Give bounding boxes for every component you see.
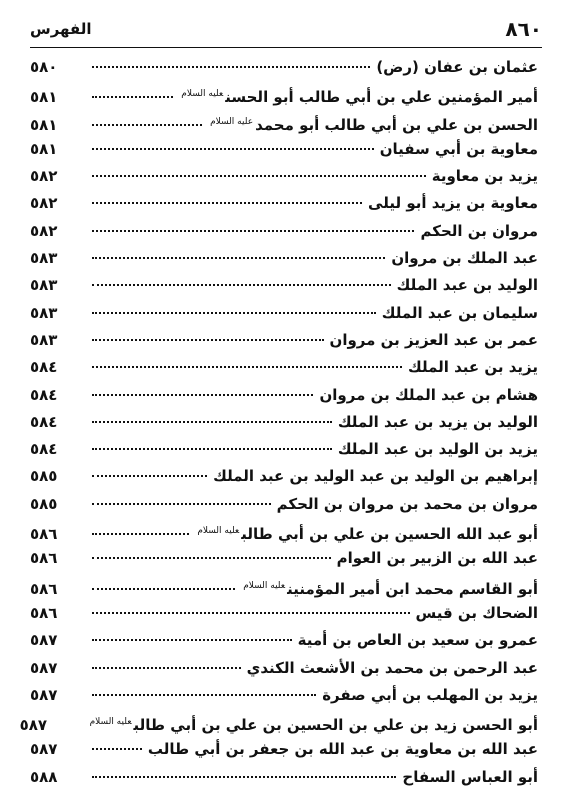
entry-name-text: الوليد بن عبد الملك bbox=[396, 276, 538, 295]
entry-name bbox=[337, 545, 538, 572]
entry-page-number: ٥٨٢ bbox=[30, 221, 58, 240]
dot-leader bbox=[92, 366, 402, 368]
entry-name bbox=[208, 109, 538, 139]
entry-name bbox=[368, 190, 538, 217]
honorific-glyph: عليه السلام bbox=[181, 89, 224, 100]
index-entry bbox=[30, 655, 538, 682]
entry-name-text: أمير المؤمنين علي بن أبي طالب أبو الحسن bbox=[225, 88, 538, 107]
index-entry bbox=[30, 81, 538, 108]
entry-name bbox=[330, 327, 538, 354]
entry-page-number: ٥٨٤ bbox=[30, 385, 58, 404]
index-entry bbox=[30, 409, 538, 436]
dot-leader bbox=[92, 148, 374, 150]
entry-page-number: ٥٨٤ bbox=[30, 412, 58, 431]
entry-page-number: ٥٨٦ bbox=[30, 549, 58, 568]
entry-page-number: ٥٨٧ bbox=[30, 631, 58, 650]
entry-name bbox=[420, 218, 538, 245]
index-entry bbox=[30, 327, 538, 354]
entry-page-number: ٥٨٢ bbox=[30, 167, 58, 186]
page-number: ٨٦٠ bbox=[505, 17, 542, 41]
dot-leader bbox=[92, 284, 391, 286]
index-entry bbox=[30, 272, 538, 299]
index-entry bbox=[19, 709, 538, 736]
entry-page-number: ٥٨٣ bbox=[30, 303, 58, 322]
entry-page-number: ٥٨٥ bbox=[30, 467, 58, 486]
dot-leader bbox=[92, 503, 271, 505]
entry-name bbox=[247, 655, 538, 682]
dot-leader bbox=[92, 475, 207, 477]
entry-page-number: ٥٨١ bbox=[30, 115, 58, 134]
entry-page-number: ٥٨٧ bbox=[30, 685, 58, 704]
dot-leader bbox=[92, 202, 362, 204]
index-entry bbox=[30, 463, 538, 490]
entry-name bbox=[88, 709, 538, 739]
page-title: الفهرس bbox=[30, 20, 92, 38]
index-entry bbox=[30, 136, 538, 163]
entry-name bbox=[338, 436, 538, 463]
entry-page-number: ٥٨٣ bbox=[30, 249, 58, 268]
dot-leader bbox=[92, 96, 173, 98]
index-list bbox=[19, 54, 538, 791]
dot-leader bbox=[92, 588, 235, 590]
entry-page-number: ٥٨٣ bbox=[30, 276, 58, 295]
dot-leader bbox=[92, 694, 316, 696]
dot-leader bbox=[92, 312, 376, 314]
entry-name-text: عبد الله بن الزبير بن العوام bbox=[336, 549, 538, 568]
entry-name-text: عمرو بن سعيد بن العاص بن أمية bbox=[297, 631, 538, 650]
entry-page-number: ٥٨٦ bbox=[30, 603, 58, 622]
entry-name-text: هشام بن عبد الملك بن مروان bbox=[319, 385, 538, 404]
honorific-glyph: عليه السلام bbox=[197, 526, 240, 537]
entry-page-number: ٥٨٢ bbox=[30, 194, 58, 213]
entry-name bbox=[380, 136, 538, 163]
entry-page-number: ٥٨٦ bbox=[30, 525, 58, 544]
dot-leader bbox=[92, 66, 370, 68]
entry-page-number: ٥٨٧ bbox=[30, 658, 58, 677]
header-rule bbox=[30, 47, 542, 48]
index-entry bbox=[30, 300, 538, 327]
entry-name-text: إبراهيم بن الوليد بن عبد الوليد بن عبد الملك bbox=[213, 467, 538, 486]
entry-page-number: ٥٨٠ bbox=[30, 58, 58, 76]
entry-name-text: عبد الله بن معاوية بن عبد الله بن جعفر بن أبي طالب bbox=[147, 740, 538, 759]
entry-name-text: معاوية بن أبي سفيان bbox=[379, 139, 538, 158]
entry-name bbox=[298, 627, 538, 654]
dot-leader bbox=[92, 230, 414, 232]
entry-name bbox=[432, 163, 538, 190]
index-entry bbox=[30, 545, 538, 572]
entry-name bbox=[213, 463, 538, 490]
index-entry bbox=[30, 109, 538, 136]
index-entry bbox=[30, 163, 538, 190]
index-entry bbox=[30, 736, 538, 763]
entry-name-text: عثمان بن عفان (رض) bbox=[376, 58, 538, 76]
dot-leader bbox=[92, 421, 332, 423]
entry-name-text: يزيد بن المهلب بن أبي صفرة bbox=[322, 685, 538, 704]
entry-name-text: عمر بن عبد العزيز بن مروان bbox=[329, 330, 538, 349]
entry-name bbox=[408, 354, 538, 381]
index-entry bbox=[30, 627, 538, 654]
index-entry bbox=[30, 573, 538, 600]
dot-leader bbox=[92, 339, 324, 341]
entry-page-number: ٥٨١ bbox=[30, 88, 58, 107]
honorific-glyph: عليه السلام bbox=[243, 580, 286, 591]
entry-name bbox=[195, 518, 538, 548]
entry-name bbox=[277, 491, 538, 518]
entry-name bbox=[402, 764, 538, 791]
entry-name-text: مروان بن محمد بن مروان بن الحكم bbox=[276, 494, 538, 513]
index-entry bbox=[30, 382, 538, 409]
entry-name-text: أبو عبد الله الحسين بن علي بن أبي طالب bbox=[241, 525, 538, 544]
dot-leader bbox=[92, 612, 410, 614]
entry-name-text: أبو القاسم محمد ابن أمير المؤمنين bbox=[287, 579, 538, 598]
index-entry bbox=[30, 764, 538, 791]
entry-name-text: عبد الملك بن مروان bbox=[391, 249, 538, 268]
entry-name-text: معاوية بن يزيد أبو ليلى bbox=[368, 194, 538, 213]
entry-name bbox=[338, 409, 538, 436]
entry-name-text: سليمان بن عبد الملك bbox=[381, 303, 538, 322]
entry-name-text: مروان بن الحكم bbox=[420, 221, 538, 240]
dot-leader bbox=[92, 776, 396, 778]
index-entry bbox=[30, 245, 538, 272]
index-entry bbox=[30, 354, 538, 381]
entry-name-text: يزيد بن معاوية bbox=[431, 167, 538, 186]
entry-name bbox=[416, 600, 538, 627]
entry-page-number: ٥٨١ bbox=[30, 139, 58, 158]
dot-leader bbox=[92, 557, 331, 559]
entry-name-text: الحسن بن علي بن أبي طالب أبو محمد bbox=[255, 115, 538, 134]
dot-leader bbox=[92, 257, 385, 259]
dot-leader bbox=[92, 124, 202, 126]
entry-page-number: ٥٨٥ bbox=[30, 494, 58, 513]
entry-name bbox=[241, 573, 538, 603]
index-entry bbox=[30, 682, 538, 709]
index-entry bbox=[30, 600, 538, 627]
dot-leader bbox=[92, 448, 332, 450]
entry-name bbox=[397, 272, 538, 299]
entry-page-number: ٥٨٧ bbox=[30, 740, 58, 759]
dot-leader bbox=[92, 639, 292, 641]
entry-name-text: الضحاك بن قيس bbox=[415, 603, 538, 622]
dot-leader bbox=[92, 394, 313, 396]
page-header bbox=[30, 14, 542, 44]
entry-name bbox=[376, 54, 538, 81]
index-entry bbox=[30, 491, 538, 518]
entry-page-number: ٥٨٧ bbox=[19, 716, 48, 735]
index-entry bbox=[30, 218, 538, 245]
dot-leader bbox=[92, 175, 426, 177]
honorific-glyph: عليه السلام bbox=[89, 717, 132, 728]
index-entry bbox=[30, 518, 538, 545]
entry-name-text: يزيد بن عبد الملك bbox=[407, 358, 538, 377]
entry-page-number: ٥٨٨ bbox=[30, 767, 58, 786]
entry-name bbox=[322, 682, 538, 709]
entry-name-text: عبد الرحمن بن محمد بن الأشعث الكندي bbox=[246, 658, 538, 677]
entry-name bbox=[382, 300, 538, 327]
entry-name bbox=[148, 736, 538, 763]
dot-leader bbox=[92, 748, 142, 750]
honorific-glyph: عليه السلام bbox=[210, 116, 254, 127]
entry-name-text: أبو الحسن زيد بن علي بن الحسين بن علي بن أبي طالب bbox=[133, 716, 538, 735]
entry-page-number: ٥٨٣ bbox=[30, 330, 58, 349]
entry-name-text: الوليد بن يزيد بن عبد الملك bbox=[337, 412, 538, 431]
entry-name-text: يزيد بن الوليد بن عبد الملك bbox=[337, 440, 538, 459]
entry-page-number: ٥٨٤ bbox=[30, 440, 58, 459]
entry-page-number: ٥٨٤ bbox=[30, 358, 58, 377]
entry-name bbox=[391, 245, 538, 272]
entry-page-number: ٥٨٦ bbox=[30, 579, 58, 598]
index-entry bbox=[30, 190, 538, 217]
entry-name bbox=[179, 81, 538, 111]
index-entry bbox=[30, 436, 538, 463]
entry-name bbox=[319, 382, 538, 409]
entry-name-text: أبو العباس السفاح bbox=[402, 767, 538, 786]
dot-leader bbox=[92, 533, 189, 535]
dot-leader bbox=[92, 667, 241, 669]
index-entry bbox=[30, 54, 538, 81]
